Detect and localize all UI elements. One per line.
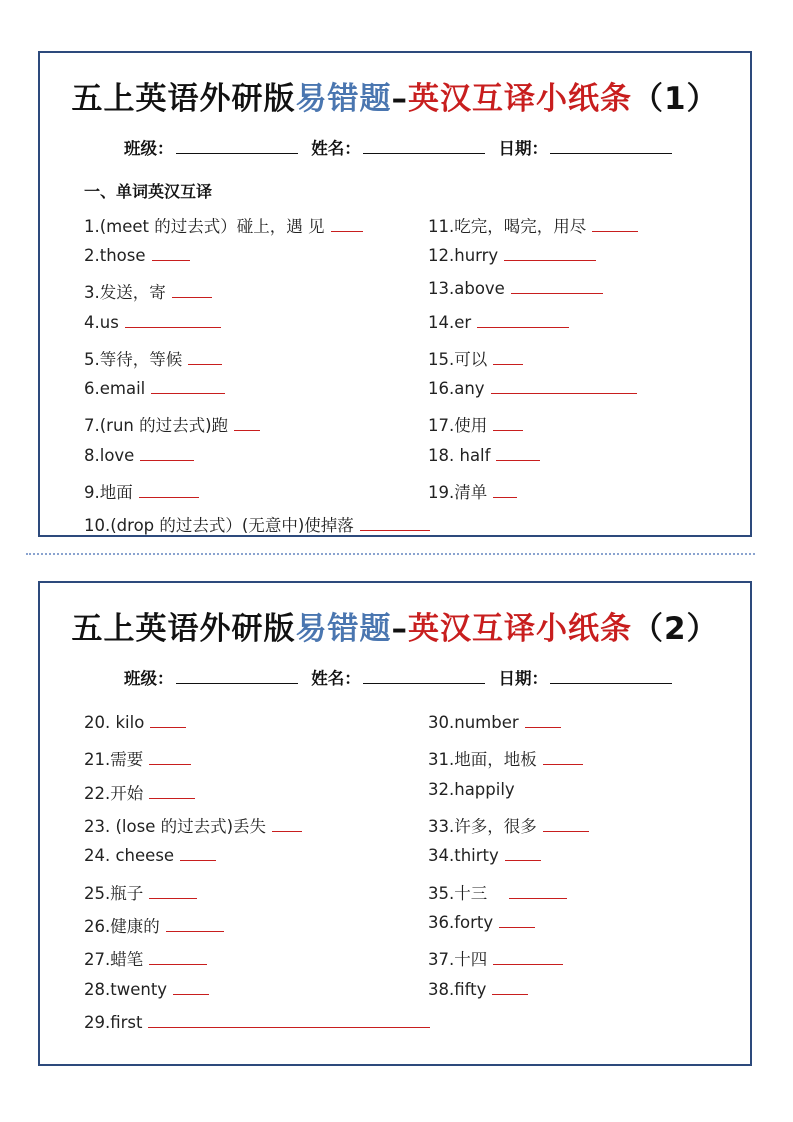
class-field[interactable] — [124, 665, 298, 689]
answer-blank[interactable] — [543, 817, 589, 832]
answer-blank[interactable] — [491, 379, 637, 394]
answer-blank[interactable] — [509, 884, 567, 899]
answer-blank[interactable] — [272, 817, 302, 832]
answer-blank[interactable] — [496, 446, 540, 461]
info-row-1 — [124, 135, 680, 159]
question-text: 27.蜡笔 — [84, 950, 144, 969]
question-text: 5.等待，等候 — [84, 350, 183, 369]
question-item[interactable] — [84, 913, 224, 937]
question-item[interactable] — [428, 213, 638, 237]
answer-blank[interactable] — [173, 980, 209, 995]
question-text: 37.十四 — [428, 950, 488, 969]
question-text: 34.thirty — [428, 846, 499, 865]
name-label: 姓名： — [311, 139, 361, 158]
info-row-2 — [124, 665, 680, 689]
answer-blank[interactable] — [477, 313, 569, 328]
answer-blank[interactable] — [149, 884, 197, 899]
answer-blank[interactable] — [149, 784, 195, 799]
name-blank[interactable] — [363, 139, 485, 154]
question-text: 10.(drop 的过去式）(无意中)使掉落 — [84, 516, 354, 535]
question-item[interactable] — [428, 846, 541, 865]
answer-blank[interactable] — [125, 313, 221, 328]
question-text: 18. half — [428, 446, 491, 465]
question-item[interactable] — [84, 813, 302, 837]
question-item[interactable] — [428, 412, 523, 436]
question-text: 24. cheese — [84, 846, 175, 865]
answer-blank[interactable] — [493, 483, 517, 498]
question-text: 26.健康的 — [84, 917, 160, 936]
name-label: 姓名： — [311, 669, 361, 688]
question-text: 33.许多，很多 — [428, 817, 537, 836]
question-text: 35.十三 — [428, 884, 488, 903]
title-number: （1） — [631, 81, 719, 117]
question-item[interactable] — [428, 780, 515, 799]
answer-blank[interactable] — [140, 446, 194, 461]
question-text: 20. kilo — [84, 713, 145, 732]
title-main-text: 五上英语外研版 — [71, 81, 296, 117]
answer-blank[interactable] — [543, 750, 583, 765]
question-text: 36.forty — [428, 913, 494, 932]
question-item[interactable] — [84, 713, 186, 732]
answer-blank[interactable] — [360, 516, 430, 531]
question-text: 1.(meet 的过去式）碰上，遇 见 — [84, 217, 325, 236]
title-number: （2） — [631, 611, 719, 647]
question-item[interactable] — [84, 946, 207, 970]
question-text: 11.吃完，喝完，用尽 — [428, 217, 587, 236]
question-item[interactable] — [428, 379, 637, 398]
question-item[interactable] — [84, 412, 260, 436]
cut-line-separator — [26, 553, 755, 555]
date-blank[interactable] — [550, 139, 672, 154]
question-text: 17.使用 — [428, 416, 488, 435]
answer-blank[interactable] — [188, 350, 222, 365]
question-text: 29.first — [84, 1013, 143, 1032]
worksheet-card-2 — [38, 581, 752, 1066]
title-blue-text: 易错题 — [295, 611, 392, 647]
question-text: 21.需要 — [84, 750, 144, 769]
answer-blank[interactable] — [180, 846, 216, 861]
question-text: 28.twenty — [84, 980, 168, 999]
title-red-text: 英汉互译小纸条 — [407, 81, 632, 117]
question-item[interactable] — [428, 246, 596, 265]
answer-blank[interactable] — [504, 246, 596, 261]
section-heading: 一、单词英汉互译 — [84, 182, 213, 201]
name-field[interactable] — [311, 665, 485, 689]
title-dash: – — [391, 81, 408, 117]
question-item[interactable] — [428, 946, 563, 970]
answer-blank[interactable] — [172, 283, 212, 298]
question-text: 22.开始 — [84, 784, 144, 803]
answer-blank[interactable] — [149, 950, 207, 965]
sheet-title-2 — [40, 603, 750, 648]
title-dash: – — [391, 611, 408, 647]
question-item[interactable] — [84, 846, 216, 865]
title-red-text: 英汉互译小纸条 — [407, 611, 632, 647]
question-text: 12.hurry — [428, 246, 499, 265]
answer-blank[interactable] — [166, 917, 224, 932]
question-item[interactable] — [428, 313, 569, 332]
answer-blank[interactable] — [139, 483, 199, 498]
question-text: 3.发送，寄 — [84, 283, 166, 302]
question-item[interactable] — [428, 713, 561, 732]
class-blank[interactable] — [176, 139, 298, 154]
question-item[interactable] — [84, 479, 199, 503]
name-field[interactable] — [311, 135, 485, 159]
answer-blank[interactable] — [234, 416, 260, 431]
answer-blank[interactable] — [331, 217, 363, 232]
date-label: 日期： — [498, 669, 548, 688]
date-label: 日期： — [498, 139, 548, 158]
question-item[interactable] — [84, 512, 430, 536]
question-item[interactable] — [428, 913, 535, 932]
question-item[interactable] — [84, 980, 209, 999]
question-item[interactable] — [428, 446, 540, 465]
question-item[interactable] — [84, 379, 225, 398]
question-item[interactable] — [428, 346, 523, 370]
question-text: 13.above — [428, 279, 505, 298]
question-item[interactable] — [428, 880, 567, 904]
answer-blank[interactable] — [525, 713, 561, 728]
question-item[interactable] — [84, 1013, 430, 1032]
question-item[interactable] — [84, 746, 191, 770]
question-item[interactable] — [428, 746, 583, 770]
worksheet-card-1 — [38, 51, 752, 537]
answer-blank[interactable] — [150, 713, 186, 728]
question-item[interactable] — [84, 313, 221, 332]
question-text: 25.瓶子 — [84, 884, 144, 903]
question-text: 7.(run 的过去式)跑 — [84, 416, 229, 435]
question-item[interactable] — [428, 813, 589, 837]
question-text: 19.清单 — [428, 483, 488, 502]
class-field[interactable] — [124, 135, 298, 159]
question-item[interactable] — [428, 279, 603, 298]
answer-blank[interactable] — [148, 1013, 430, 1028]
answer-blank[interactable] — [511, 279, 603, 294]
title-main-text: 五上英语外研版 — [71, 611, 296, 647]
question-text: 23. (lose 的过去式)丢失 — [84, 817, 267, 836]
answer-blank[interactable] — [493, 950, 563, 965]
question-item[interactable] — [84, 279, 212, 303]
class-label: 班级： — [124, 139, 174, 158]
question-text: 38.fifty — [428, 980, 487, 999]
question-text: 16.any — [428, 379, 485, 398]
question-item[interactable] — [428, 980, 528, 999]
date-blank[interactable] — [550, 669, 672, 684]
answer-blank[interactable] — [492, 980, 528, 995]
answer-blank[interactable] — [493, 416, 523, 431]
question-item[interactable] — [84, 780, 195, 804]
answer-blank[interactable] — [592, 217, 638, 232]
date-field[interactable] — [499, 135, 673, 159]
question-text: 8.love — [84, 446, 135, 465]
question-item[interactable] — [84, 880, 197, 904]
class-blank[interactable] — [176, 669, 298, 684]
sheet-title-1 — [40, 73, 750, 118]
answer-blank[interactable] — [149, 750, 191, 765]
title-blue-text: 易错题 — [295, 81, 392, 117]
date-field[interactable] — [499, 665, 673, 689]
question-text: 6.email — [84, 379, 146, 398]
answer-blank[interactable] — [493, 350, 523, 365]
answer-blank[interactable] — [505, 846, 541, 861]
question-text: 32.happily — [428, 780, 515, 799]
question-text: 15.可以 — [428, 350, 488, 369]
question-text: 4.us — [84, 313, 119, 332]
answer-blank[interactable] — [151, 379, 225, 394]
answer-blank[interactable] — [499, 913, 535, 928]
question-item[interactable] — [428, 479, 517, 503]
question-text: 2.those — [84, 246, 146, 265]
question-item[interactable] — [84, 213, 363, 237]
question-text: 9.地面 — [84, 483, 133, 502]
answer-blank[interactable] — [152, 246, 190, 261]
question-text: 14.er — [428, 313, 472, 332]
question-text: 30.number — [428, 713, 519, 732]
question-item[interactable] — [84, 246, 190, 265]
question-item[interactable] — [84, 346, 222, 370]
name-blank[interactable] — [363, 669, 485, 684]
question-text: 31.地面，地板 — [428, 750, 537, 769]
question-item[interactable] — [84, 446, 194, 465]
class-label: 班级： — [124, 669, 174, 688]
